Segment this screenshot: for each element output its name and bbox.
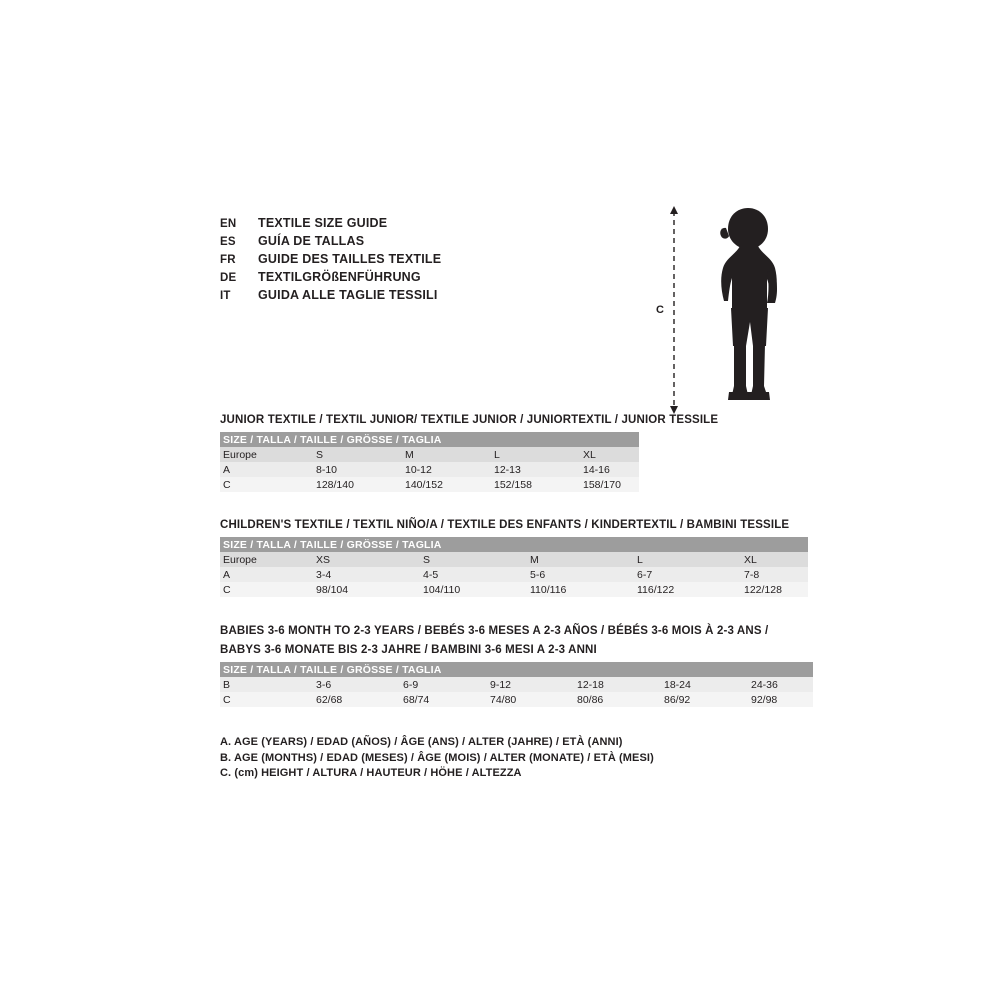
language-title: TEXTILGRÖßENFÜHRUNG xyxy=(258,270,421,284)
cell: 68/74 xyxy=(400,692,487,707)
language-title: GUIDA ALLE TAGLIE TESSILI xyxy=(258,288,438,302)
row-label: A xyxy=(220,462,313,477)
table-band-row xyxy=(220,537,808,552)
language-title: GUIDE DES TAILLES TEXTILE xyxy=(258,252,442,266)
cell: 18-24 xyxy=(661,677,748,692)
column-header: XL xyxy=(580,447,639,462)
table-header-row xyxy=(220,447,639,462)
column-header: Europe xyxy=(220,447,313,462)
cell: 9-12 xyxy=(487,677,574,692)
cell: 3-6 xyxy=(313,677,400,692)
children-section-title: CHILDREN'S TEXTILE / TEXTIL NIÑO/A / TEXTILE DES ENFANTS / KINDERTEXTIL / BAMBINI TESSILE xyxy=(220,519,790,531)
legend-line-b: B. AGE (MONTHS) / EDAD (MESES) / ÂGE (MOIS) / ALTER (MONATE) / ETÀ (MESI) xyxy=(220,751,654,764)
height-label: C xyxy=(656,304,664,316)
language-row xyxy=(220,232,640,250)
cell: 3-4 xyxy=(313,567,420,582)
cell: 128/140 xyxy=(313,477,402,492)
cell: 24-36 xyxy=(748,677,813,692)
table-band-row xyxy=(220,662,813,677)
child-figure xyxy=(640,200,820,420)
children-textile-section xyxy=(220,518,808,597)
cell: 122/128 xyxy=(741,582,808,597)
table-row xyxy=(220,582,808,597)
row-label: C xyxy=(220,582,313,597)
table-row xyxy=(220,677,813,692)
cell: 140/152 xyxy=(402,477,491,492)
cell: 62/68 xyxy=(313,692,400,707)
cell: 74/80 xyxy=(487,692,574,707)
language-code: EN xyxy=(220,218,237,230)
junior-section-title: JUNIOR TEXTILE / TEXTIL JUNIOR/ TEXTILE JUNIOR / JUNIORTEXTIL / JUNIOR TESSILE xyxy=(220,414,719,426)
legend xyxy=(220,735,654,782)
column-header: L xyxy=(634,552,741,567)
column-header: XS xyxy=(313,552,420,567)
babies-size-table xyxy=(220,662,813,707)
toddler-body xyxy=(720,208,777,400)
cell: 152/158 xyxy=(491,477,580,492)
language-titles xyxy=(220,214,640,304)
column-header: S xyxy=(420,552,527,567)
junior-size-table xyxy=(220,432,639,492)
column-header: S xyxy=(313,447,402,462)
child-silhouette-icon xyxy=(640,200,820,420)
cell: 158/170 xyxy=(580,477,639,492)
babies-textile-section xyxy=(220,624,813,707)
cell: 6-7 xyxy=(634,567,741,582)
table-header-row xyxy=(220,552,808,567)
language-row xyxy=(220,250,640,268)
cell: 12-18 xyxy=(574,677,661,692)
column-header: Europe xyxy=(220,552,313,567)
cell: 86/92 xyxy=(661,692,748,707)
cell: 14-16 xyxy=(580,462,639,477)
cell: 110/116 xyxy=(527,582,634,597)
cell: 98/104 xyxy=(313,582,420,597)
junior-band-label: SIZE / TALLA / TAILLE / GRÖSSE / TAGLIA xyxy=(220,432,639,447)
table-row xyxy=(220,462,639,477)
table-row xyxy=(220,477,639,492)
column-header: M xyxy=(527,552,634,567)
cell: 5-6 xyxy=(527,567,634,582)
cell: 12-13 xyxy=(491,462,580,477)
cell: 4-5 xyxy=(420,567,527,582)
row-label: A xyxy=(220,567,313,582)
cell: 80/86 xyxy=(574,692,661,707)
language-code: FR xyxy=(220,254,236,266)
table-row xyxy=(220,567,808,582)
cell: 104/110 xyxy=(420,582,527,597)
row-label: C xyxy=(220,692,313,707)
cell: 8-10 xyxy=(313,462,402,477)
children-band-label: SIZE / TALLA / TAILLE / GRÖSSE / TAGLIA xyxy=(220,537,808,552)
junior-textile-section xyxy=(220,413,718,492)
language-code: ES xyxy=(220,236,236,248)
legend-line-c: C. (cm) HEIGHT / ALTURA / HAUTEUR / HÖHE / ALTEZZA xyxy=(220,767,522,779)
cell: 116/122 xyxy=(634,582,741,597)
language-title: GUÍA DE TALLAS xyxy=(258,234,365,248)
children-size-table xyxy=(220,537,808,597)
cell: 92/98 xyxy=(748,692,813,707)
language-row xyxy=(220,214,640,232)
babies-band-label: SIZE / TALLA / TAILLE / GRÖSSE / TAGLIA xyxy=(220,662,813,677)
cell: 10-12 xyxy=(402,462,491,477)
row-label: C xyxy=(220,477,313,492)
language-title: TEXTILE SIZE GUIDE xyxy=(258,216,388,230)
column-header: M xyxy=(402,447,491,462)
language-code: IT xyxy=(220,290,231,302)
arrow-up-icon xyxy=(670,206,678,214)
table-band-row xyxy=(220,432,639,447)
cell: 6-9 xyxy=(400,677,487,692)
column-header: XL xyxy=(741,552,808,567)
language-row xyxy=(220,268,640,286)
legend-line-a: A. AGE (YEARS) / EDAD (AÑOS) / ÂGE (ANS) / ALTER (JAHRE) / ETÀ (ANNI) xyxy=(220,736,623,748)
table-row xyxy=(220,692,813,707)
language-code: DE xyxy=(220,272,237,284)
column-header: L xyxy=(491,447,580,462)
row-label: B xyxy=(220,677,313,692)
babies-section-title-line1: BABIES 3-6 MONTH TO 2-3 YEARS / BEBÉS 3-6 MESES A 2-3 AÑOS / BÉBÉS 3-6 MOIS À 2-3 ANS / xyxy=(220,625,769,637)
cell: 7-8 xyxy=(741,567,808,582)
babies-section-title-line2: BABYS 3-6 MONATE BIS 2-3 JAHRE / BAMBINI 3-6 MESI A 2-3 ANNI xyxy=(220,644,597,656)
language-row xyxy=(220,286,640,304)
